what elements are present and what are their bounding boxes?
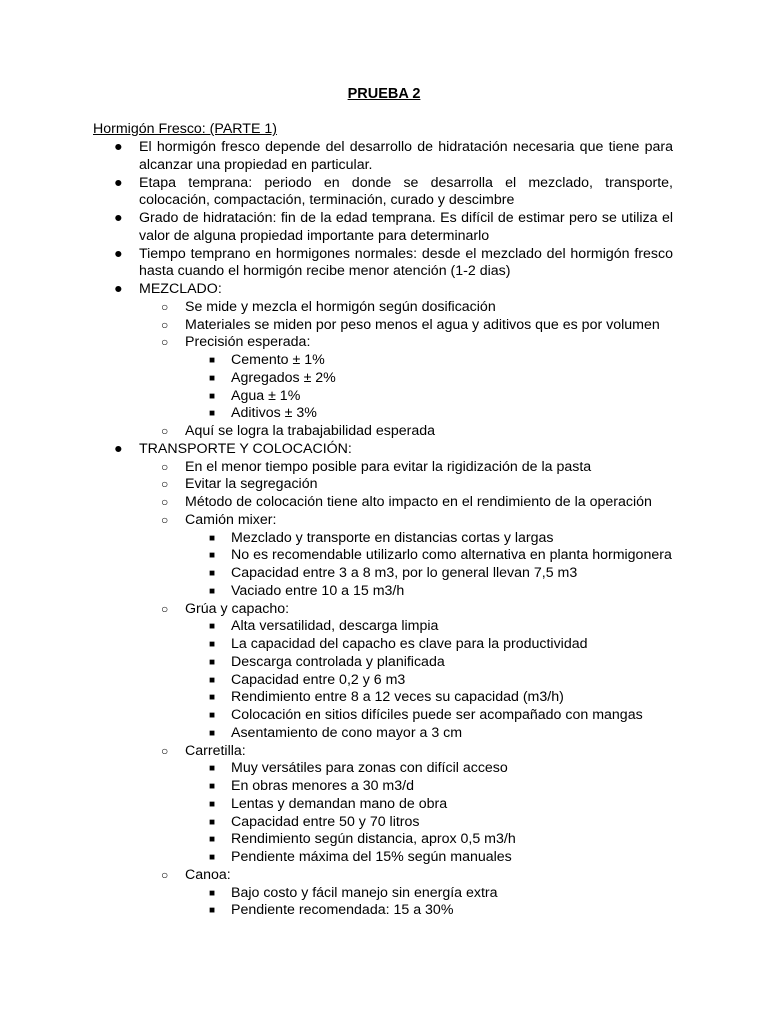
list-item-text: Evitar la segregación [185, 476, 318, 493]
filled-circle-bullet-icon: ● [114, 281, 123, 297]
bullet-outline [0, 139, 768, 920]
list-item-level-3 [0, 849, 768, 867]
list-item-text: Asentamiento de cono mayor a 3 cm [231, 724, 463, 741]
square-bullet-icon: ■ [209, 816, 216, 828]
filled-circle-bullet-icon: ● [114, 174, 123, 191]
list-item-level-2 [0, 601, 768, 619]
square-bullet-icon: ■ [209, 727, 216, 739]
list-item-text: Agregados ± 2% [231, 369, 336, 386]
hollow-circle-bullet-icon: ○ [161, 335, 169, 350]
list-item-level-2 [0, 743, 768, 761]
list-item-text: Se mide y mezcla el hormigón según dosificación [185, 298, 496, 315]
list-item-text: Precisión esperada: [185, 334, 311, 351]
square-bullet-icon: ■ [209, 852, 216, 863]
list-item-text: No es recomendable utilizarlo como alternativa en planta hormigonera [231, 547, 672, 564]
list-item-level-3 [0, 689, 768, 707]
list-item-text: Aditivos ± 3% [231, 405, 317, 422]
list-item-text: Descarga controlada y planificada [231, 653, 445, 670]
list-item-text: Lentas y demandan mano de obra [231, 795, 448, 812]
list-item-text: Canoa: [185, 866, 231, 883]
list-item-level-3 [0, 618, 768, 636]
list-item-text: La capacidad del capacho es clave para la productividad [231, 636, 588, 652]
hollow-circle-bullet-icon: ○ [161, 459, 169, 474]
list-item-level-3 [0, 405, 768, 423]
square-bullet-icon: ■ [209, 656, 216, 668]
hollow-circle-bullet-icon: ○ [161, 477, 169, 492]
list-item-text: Muy versátiles para zonas con difícil acceso [231, 760, 508, 777]
list-item-text: Carretilla: [185, 742, 246, 759]
filled-circle-bullet-icon: ● [114, 210, 123, 226]
list-item-level-3 [0, 831, 768, 849]
list-item-level-3 [0, 796, 768, 814]
square-bullet-icon: ■ [209, 550, 216, 562]
list-item-text: Método de colocación tiene alto impacto en el rendimiento de la operación [185, 494, 652, 510]
list-item-text: Capacidad entre 50 y 70 litros [231, 813, 420, 830]
hollow-circle-bullet-icon: ○ [161, 512, 169, 527]
list-item-text: TRANSPORTE Y COLOCACIÓN: [139, 440, 352, 457]
square-bullet-icon: ■ [209, 621, 216, 633]
list-item-text: En obras menores a 30 m3/d [231, 778, 414, 794]
list-item-level-3 [0, 654, 768, 672]
list-item-level-2 [0, 867, 768, 885]
square-bullet-icon: ■ [209, 710, 216, 721]
list-item-level-1 [0, 139, 673, 175]
list-item-level-2 [0, 476, 768, 494]
list-item-text: Grado de hidratación: fin de la edad temprana. Es difícil de estimar pero se utiliza el valor de alguna propiedad importante para determinarlo [139, 210, 673, 244]
list-item-level-3 [0, 530, 768, 548]
list-item-level-3 [0, 902, 768, 920]
list-item-text: Pendiente recomendada: 15 a 30% [231, 902, 454, 919]
section-heading: Hormigón Fresco: (PARTE 1) [93, 121, 277, 137]
list-item-text: Aquí se logra la trabajabilidad esperada [185, 423, 436, 439]
list-item-text: Bajo costo y fácil manejo sin energía extra [231, 884, 498, 901]
hollow-circle-bullet-icon: ○ [161, 424, 169, 438]
list-item-level-3 [0, 760, 768, 778]
square-bullet-icon: ■ [209, 568, 216, 579]
list-item-level-1 [0, 210, 673, 246]
list-item-text: MEZCLADO: [139, 281, 222, 297]
list-item-level-1 [0, 281, 673, 299]
list-item-text: Capacidad entre 0,2 y 6 m3 [231, 671, 406, 688]
list-item-level-3 [0, 885, 768, 903]
list-item-text: Materiales se miden por peso menos el agua y aditivos que es por volumen [185, 316, 660, 333]
list-item-level-2 [0, 512, 768, 530]
list-item-level-3 [0, 352, 768, 370]
list-item-level-3 [0, 636, 768, 654]
filled-circle-bullet-icon: ● [114, 440, 123, 457]
list-item-text: El hormigón fresco depende del desarrollo de hidratación necesaria que tiene para alcanzar una propiedad en particular. [139, 139, 673, 173]
list-item-text: Pendiente máxima del 15% según manuales [231, 849, 512, 865]
list-item-level-3 [0, 725, 768, 743]
list-item-level-2 [0, 334, 768, 352]
list-item-text: Mezclado y transporte en distancias cortas y largas [231, 529, 554, 546]
list-item-text: Agua ± 1% [231, 387, 301, 404]
list-item-level-3 [0, 672, 768, 690]
square-bullet-icon: ■ [209, 674, 216, 686]
list-item-level-3 [0, 583, 768, 601]
square-bullet-icon: ■ [209, 532, 216, 544]
list-item-level-2 [0, 317, 768, 335]
filled-circle-bullet-icon: ● [114, 245, 123, 262]
hollow-circle-bullet-icon: ○ [161, 601, 169, 616]
list-item-level-1 [0, 246, 673, 282]
list-item-text: Camión mixer: [185, 511, 277, 528]
list-item-text: Rendimiento entre 8 a 12 veces su capacidad (m3/h) [231, 689, 564, 706]
list-item-text: En el menor tiempo posible para evitar la rigidización de la pasta [185, 458, 592, 475]
square-bullet-icon: ■ [209, 639, 216, 650]
square-bullet-icon: ■ [209, 372, 216, 384]
square-bullet-icon: ■ [209, 390, 216, 402]
list-item-level-2 [0, 423, 768, 441]
hollow-circle-bullet-icon: ○ [161, 743, 169, 758]
filled-circle-bullet-icon: ● [114, 139, 123, 155]
list-item-text: Grúa y capacho: [185, 600, 290, 617]
list-item-text: Vaciado entre 10 a 15 m3/h [231, 582, 405, 599]
square-bullet-icon: ■ [209, 763, 216, 775]
square-bullet-icon: ■ [209, 834, 216, 846]
document-title: PRUEBA 2 [347, 86, 421, 102]
square-bullet-icon: ■ [209, 798, 216, 810]
list-item-text: Rendimiento según distancia, aprox 0,5 m3/h [231, 831, 516, 848]
list-item-level-1 [0, 441, 673, 459]
list-item-level-3 [0, 565, 768, 583]
list-item-level-2 [0, 494, 768, 512]
square-bullet-icon: ■ [209, 905, 216, 917]
list-item-level-2 [0, 459, 768, 477]
square-bullet-icon: ■ [209, 585, 216, 597]
hollow-circle-bullet-icon: ○ [161, 299, 169, 314]
list-item-text: Colocación en sitios difíciles puede ser acompañado con mangas [231, 707, 643, 723]
list-item-level-3 [0, 707, 768, 725]
list-item-level-2 [0, 299, 768, 317]
hollow-circle-bullet-icon: ○ [161, 867, 169, 882]
square-bullet-icon: ■ [209, 887, 216, 899]
list-item-text: Etapa temprana: periodo en donde se desarrolla el mezclado, transporte, colocación, compactación, terminación, curado y descimbre [139, 174, 673, 209]
list-item-level-3 [0, 778, 768, 796]
square-bullet-icon: ■ [209, 692, 216, 704]
square-bullet-icon: ■ [209, 355, 216, 366]
list-item-text: Capacidad entre 3 a 8 m3, por lo general llevan 7,5 m3 [231, 565, 578, 581]
list-item-level-3 [0, 547, 768, 565]
list-item-level-3 [0, 388, 768, 406]
list-item-text: Alta versatilidad, descarga limpia [231, 618, 439, 635]
list-item-level-3 [0, 370, 768, 388]
hollow-circle-bullet-icon: ○ [161, 495, 169, 509]
square-bullet-icon: ■ [209, 408, 216, 420]
list-item-level-1 [0, 175, 673, 211]
list-item-text: Cemento ± 1% [231, 352, 325, 368]
list-item-text: Tiempo temprano en hormigones normales: desde el mezclado del hormigón fresco hasta cuando el hormigón recibe menor atención (1-2 dias) [139, 245, 673, 280]
list-item-level-3 [0, 814, 768, 832]
hollow-circle-bullet-icon: ○ [161, 317, 169, 332]
square-bullet-icon: ■ [209, 781, 216, 792]
